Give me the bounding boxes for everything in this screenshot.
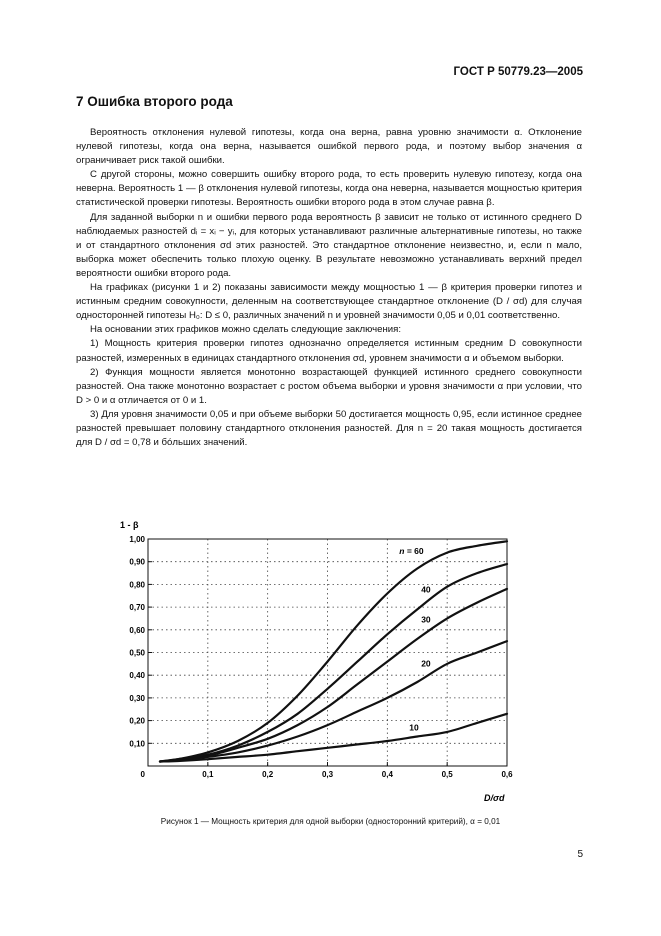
standard-number: ГОСТ Р 50779.23—2005 [453,66,583,78]
y-tick-label: 0,70 [129,603,145,613]
origin-label: 0 [140,770,145,779]
paragraph: 3) Для уровня значимости 0,05 и при объеме выборки 50 достигается мощность 0,95, если истинное среднее разностей превышает половину стандартного отклонения разностей. Для n = 20 такая мощность достигается для D / σd = 0,78 и бо́льших значений. [76,408,582,449]
page-number: 5 [577,849,583,860]
series-label-n-20: 20 [421,658,431,669]
x-tick-label: 0,4 [381,770,393,779]
body-text [76,126,582,450]
series-label-n-40: 40 [421,584,431,595]
section-heading: 7 Ошибка второго рода [76,94,233,109]
power-curve-n-40 [160,564,507,762]
y-tick-label: 1,00 [129,535,145,544]
series-label-n-10: 10 [409,722,419,733]
y-tick-label: 0,80 [129,580,145,590]
paragraph: 1) Мощность критерия проверки гипотез однозначно определяется истинным средним D совокупности разностей, измеренных в единицах стандартного отклонения σd, уровнем значимости α и объемом выборки. [76,338,582,364]
series-label-value: 60 [414,546,424,557]
paragraph: На графиках (рисунки 1 и 2) показаны зависимости между мощностью 1 — β критерия проверки гипотез и истинным средним совокупности, деленным на соответствующее стандартное отклонение (D / σd) для случая односторонней гипотезы H₀: D ≤ 0, различных значений n и уровней значимости 0,05 и 0,01 соответственно. [76,282,582,322]
y-tick-label: 0,10 [129,739,145,749]
y-tick-label: 0,50 [129,648,145,658]
x-tick-label: 0,1 [202,770,214,779]
y-tick-label: 0,90 [129,557,145,567]
x-axis-label: D/σd [484,793,505,803]
series-label-n-60 [399,546,424,556]
series-label-prefix: n = [399,546,415,557]
paragraph: Для заданной выборки n и ошибки первого рода вероятность β зависит не только от истинного среднего D наблюдаемых разностей dᵢ = xᵢ − yᵢ, для которых устанавливают различные альтернативные гипотезы, но также и от стандартного отклонения σd этих разностей. Это стандартное отклонение неизвестно, и, если n мало, выборка может обеспечить только плохую оценку. В результате невозможно устанавливать верхний предел вероятности ошибки второго рода. [76,211,582,279]
series-label-n-30: 30 [421,614,431,625]
paragraph: Вероятность отклонения нулевой гипотезы, когда она верна, равна уровню значимости α. Отклонение нулевой гипотезы, когда она верна, называется ошибкой первого рода, и поэтому выбор значения α ограничивает риск такой ошибки. [76,127,582,167]
x-tick-label: 0,3 [321,770,334,779]
power-curve-n-60 [160,541,507,761]
paragraph: С другой стороны, можно совершить ошибку второго рода, то есть проверить нулевую гипотезу, когда она неверна. Вероятность 1 — β отклонения нулевой гипотезы, когда она неверна, называется мощностью критерия статистической проверки гипотезы. Вероятность ошибки второго рода в этом случае равна β. [76,169,582,209]
paragraph: 2) Функция мощности является монотонно возрастающей функцией истинного среднего совокупности разностей. Она также монотонно возрастает с ростом объема выборки и уровня значимости α при условии, что D > 0 и α отличается от 0 и 1. [76,366,582,406]
figure-caption: Рисунок 1 — Мощность критерия для одной выборки (односторонний критерий), α = 0,01 [160,817,501,826]
power-chart [112,515,532,807]
y-tick-label: 0,20 [129,716,145,726]
paragraph: На основании этих графиков можно сделать следующие заключения: [90,324,401,336]
y-axis-label: 1 - β [120,520,139,530]
y-tick-label: 0,40 [129,671,145,681]
y-tick-label: 0,30 [129,693,145,703]
x-tick-label: 0,6 [501,770,513,779]
x-tick-label: 0,2 [262,770,274,779]
y-tick-label: 0,60 [129,625,145,635]
x-tick-label: 0,5 [441,770,453,779]
